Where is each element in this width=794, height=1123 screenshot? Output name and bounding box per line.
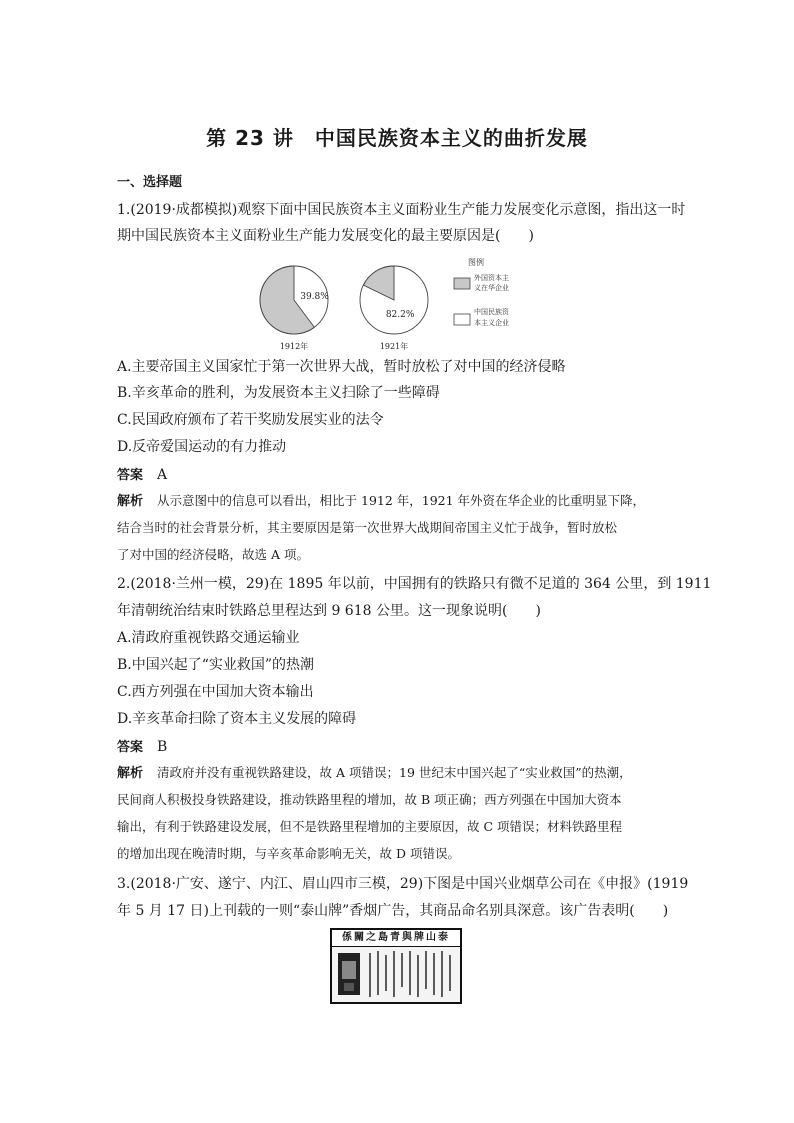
q2-stem-line-1: 2.(2018·兰州一模，29)在 1895 年以前，中国拥有的铁路只有微不足道的 364 公里，到 1911 xyxy=(117,576,712,592)
q1-analysis-text-1: 从示意图中的信息可以看出，相比于 1912 年，1921 年外资在华企业的比重明显下降， xyxy=(157,493,646,508)
q2-analysis-line-2: 民间商人积极投身铁路建设，推动铁路里程的增加，故 B 项正确；西方列强在中国加大资本 xyxy=(117,792,622,807)
q2-analysis-line-4: 的增加出现在晚清时期，与辛亥革命影响无关，故 D 项错误。 xyxy=(117,846,460,861)
legend-swatch-foreign xyxy=(454,278,470,289)
page-title: 第 23 讲 中国民族资本主义的曲折发展 xyxy=(206,126,588,150)
q1-analysis-label: 解析 xyxy=(117,494,144,509)
legend-swatch-domestic xyxy=(454,314,470,325)
q2-stem-line-2: 年清朝统治结束时铁路总里程达到 9 618 公里。这一现象说明( ) xyxy=(117,603,541,619)
legend-label-domestic-1: 中国民族资 xyxy=(474,308,509,316)
q3-stem-line-2: 年 5 月 17 日)上刊载的一则“泰山牌”香烟广告，其商品命名别具深意。该广告表明( ) xyxy=(117,903,669,919)
q1-answer-value: A xyxy=(157,467,168,483)
q2-answer-label: 答案 xyxy=(117,740,144,755)
q1-option-a: A.主要帝国主义国家忙于第一次世界大战，暂时放松了对中国的经济侵略 xyxy=(117,359,566,375)
q2-option-c: C.西方列强在中国加大资本输出 xyxy=(117,684,314,700)
q1-option-c: C.民国政府颁布了若干奖励发展实业的法令 xyxy=(117,412,384,428)
section-heading: 一、选择题 xyxy=(117,175,183,190)
pie-1-percent-label: 39.8% xyxy=(300,292,329,303)
legend-label-foreign-2: 义在华企业 xyxy=(474,284,509,292)
q2-option-b: B.中国兴起了“实业救国”的热潮 xyxy=(117,657,315,673)
q1-stem-line-1: 1.(2019·成都模拟)观察下面中国民族资本主义面粉业生产能力发展变化示意图，指出这一时 xyxy=(117,202,686,218)
pie-2-percent-label: 82.2% xyxy=(385,309,415,320)
q1-stem-line-2: 期中国民族资本主义面粉业生产能力发展变化的最主要原因是( ) xyxy=(117,228,534,244)
pie-2-year-label: 1921年 xyxy=(379,342,409,350)
pie-chart-figure xyxy=(258,258,538,350)
cigarette-advertisement-image xyxy=(330,928,462,1004)
q1-answer-label: 答案 xyxy=(117,468,144,483)
q1-answer-row xyxy=(117,465,167,486)
ad-header: 係關之島青與牌山泰 xyxy=(332,930,460,947)
q1-analysis-line-2: 结合当时的社会背景分析，其主要原因是第一次世界大战期间帝国主义忙于战争，暂时放松 xyxy=(117,520,618,535)
ad-illustration xyxy=(332,947,460,1003)
q1-analysis-line-3: 了对中国的经济侵略，故选 A 项。 xyxy=(117,547,309,562)
q2-answer-value: B xyxy=(157,739,168,755)
legend-label-domestic-2: 本主义企业 xyxy=(474,319,509,327)
q1-analysis-line-1 xyxy=(117,491,645,512)
legend-label-foreign-1: 外国资本主 xyxy=(474,274,509,282)
q2-answer-row xyxy=(117,737,167,758)
q2-option-a: A.清政府重视铁路交通运输业 xyxy=(117,630,300,646)
q2-analysis-line-1 xyxy=(117,763,632,784)
q1-option-b: B.辛亥革命的胜利，为发展资本主义扫除了一些障碍 xyxy=(117,385,440,401)
q1-option-d: D.反帝爱国运动的有力推动 xyxy=(117,439,287,455)
pie-1-year-label: 1912年 xyxy=(279,342,309,350)
q2-analysis-label: 解析 xyxy=(117,766,144,781)
q2-option-d: D.辛亥革命扫除了资本主义发展的障碍 xyxy=(117,711,357,727)
legend-title: 图例 xyxy=(468,258,484,267)
q2-analysis-text-1: 清政府并没有重视铁路建设，故 A 项错误；19 世纪末中国兴起了“实业救国”的热潮， xyxy=(157,765,632,780)
q2-analysis-line-3: 输出，有利于铁路建设发展，但不是铁路里程增加的主要原因，故 C 项错误；材料铁路里程 xyxy=(117,819,623,834)
q3-stem-line-1: 3.(2018·广安、遂宁、内江、眉山四市三模，29)下图是中国兴业烟草公司在《申报》(1919 xyxy=(117,876,689,892)
